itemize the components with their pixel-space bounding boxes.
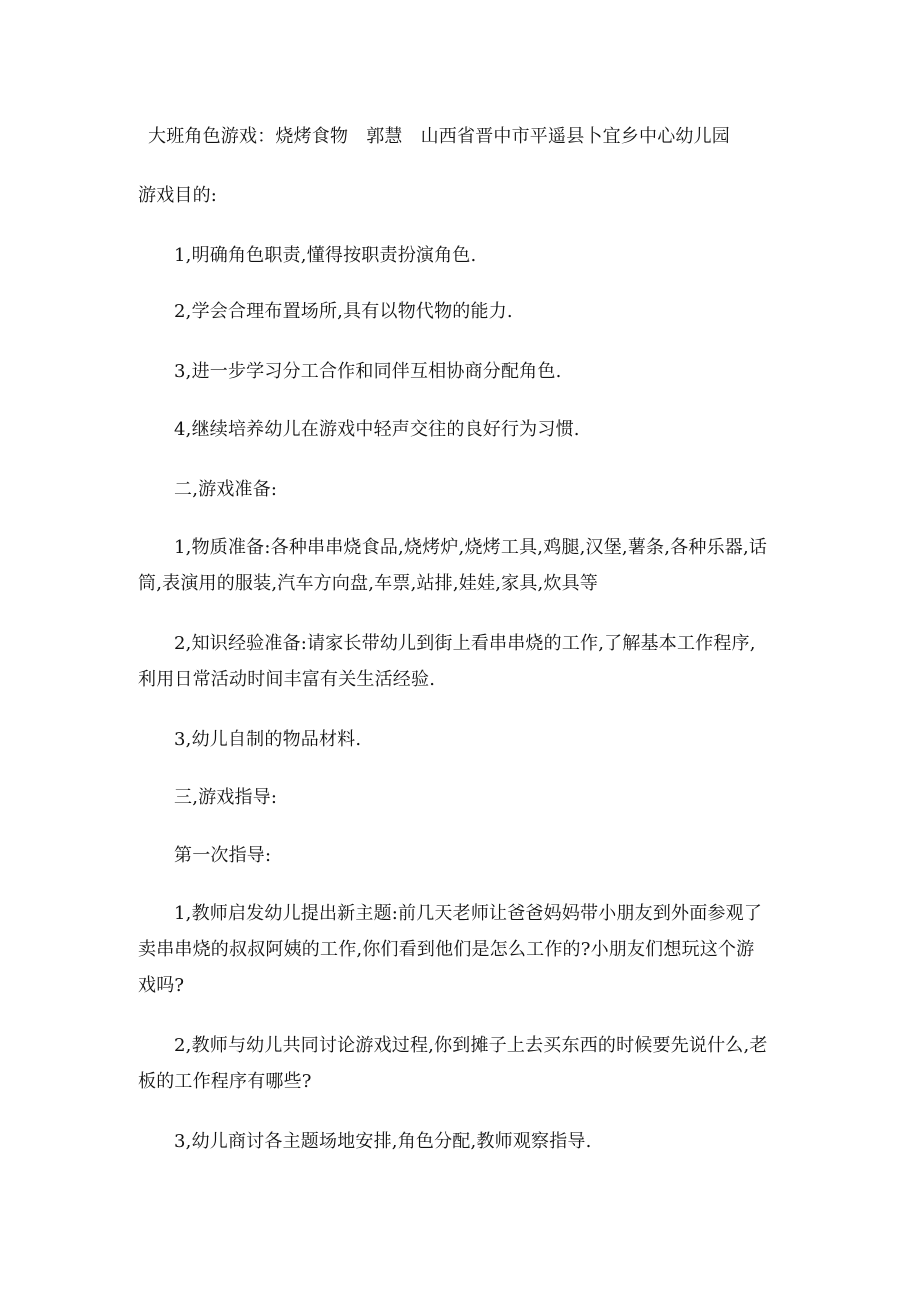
section-heading-goals: 游戏目的:	[138, 185, 218, 206]
goal-item-2: 2,学会合理布置场所,具有以物代物的能力.	[174, 301, 513, 322]
guidance-item-1-line2: 卖串串烧的叔叔阿姨的工作,你们看到他们是怎么工作的?小朋友们想玩这个游	[138, 939, 755, 960]
guidance-item-2-line2: 板的工作程序有哪些?	[138, 1071, 312, 1092]
goal-item-1: 1,明确角色职责,懂得按职责扮演角色.	[174, 245, 477, 266]
title-school: 山西省晋中市平遥县卜宜乡中心幼儿园	[420, 126, 731, 147]
guidance-item-1-line3: 戏吗?	[138, 975, 185, 996]
preparation-item-1-line1: 1,物质准备:各种串串烧食品,烧烤炉,烧烤工具,鸡腿,汉堡,薯条,各种乐器,话	[174, 537, 768, 558]
section-heading-guidance: 三,游戏指导:	[174, 787, 278, 808]
preparation-item-2-line2: 利用日常活动时间丰富有关生活经验.	[138, 669, 436, 690]
goal-item-3: 3,进一步学习分工合作和同伴互相协商分配角色.	[174, 361, 562, 382]
section-heading-preparation: 二,游戏准备:	[174, 479, 278, 500]
preparation-item-1-line2: 筒,表演用的服装,汽车方向盘,车票,站排,娃娃,家具,炊具等	[138, 573, 599, 594]
subheading-first-guidance: 第一次指导:	[174, 845, 272, 866]
guidance-item-1-line1: 1,教师启发幼儿提出新主题:前几天老师让爸爸妈妈带小朋友到外面参观了	[174, 903, 763, 924]
preparation-item-2-line1: 2,知识经验准备:请家长带幼儿到街上看串串烧的工作,了解基本工作程序,	[174, 633, 756, 654]
title-author: 郭慧	[366, 126, 403, 147]
preparation-item-3: 3,幼儿自制的物品材料.	[174, 729, 362, 750]
guidance-item-3: 3,幼儿商讨各主题场地安排,角色分配,教师观察指导.	[174, 1131, 592, 1152]
goal-item-4: 4,继续培养幼儿在游戏中轻声交往的良好行为习惯.	[174, 419, 580, 440]
title-activity: 大班角色游戏：烧烤食物	[148, 126, 349, 147]
guidance-item-2-line1: 2,教师与幼儿共同讨论游戏过程,你到摊子上去买东西的时候要先说什么,老	[174, 1035, 768, 1056]
document-title	[148, 121, 730, 153]
